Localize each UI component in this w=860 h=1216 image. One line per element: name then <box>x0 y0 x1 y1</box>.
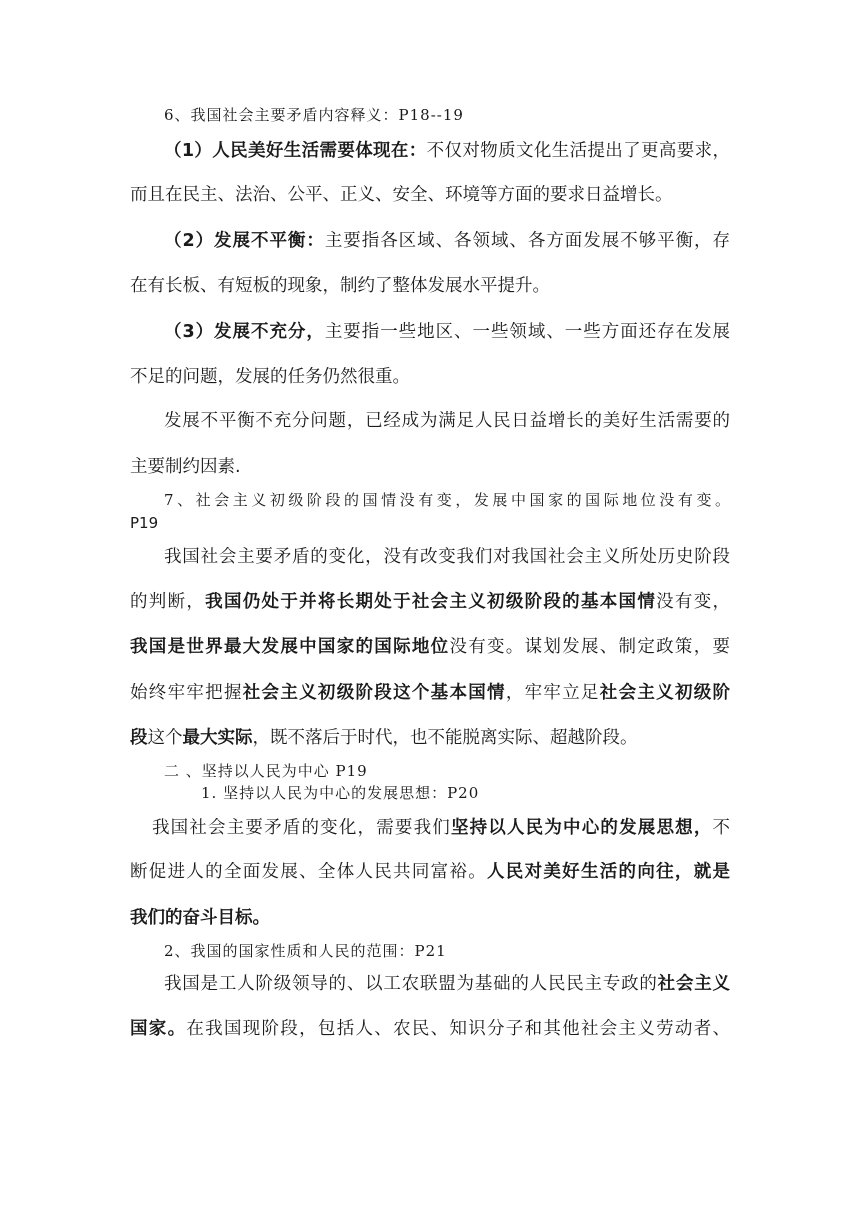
text-span: 这个 <box>147 728 183 748</box>
text-span: 不仅对物质文化生活提出了更高要求， <box>426 141 730 161</box>
s9-line-2 <box>130 1017 730 1041</box>
s8-line-2 <box>130 860 730 884</box>
s7-line-1: 我国社会主要矛盾的变化，没有改变我们对我国社会主义所处历史阶段 <box>164 547 730 567</box>
text-span: ，既不落后于时代，也不能脱离实际、超越阶段。 <box>252 728 638 748</box>
text-span: ，牢牢立足 <box>505 683 600 703</box>
term-country: 国家。 <box>130 1019 187 1039</box>
section-7-heading: 7、社会主义初级阶段的国情没有变，发展中国家的国际地位没有变。 <box>164 491 730 509</box>
term-goal: 我们的奋斗目标。 <box>130 908 270 928</box>
text-span: 没有变。谋划发展、制定政策，要 <box>449 637 731 657</box>
term-primary-stage: 社会主义初级阶 <box>599 683 731 703</box>
s8-line-3 <box>130 906 730 930</box>
s7-line-5 <box>130 726 730 750</box>
subsection-2-heading: 2、我国的国家性质和人民的范围：P21 <box>164 942 447 960</box>
text-span: 的判断， <box>130 592 206 612</box>
paragraph-4-line-1: 发展不平衡不充分问题，已经成为满足人民日益增长的美好生活需要的 <box>164 411 730 431</box>
term-socialist: 社会主义 <box>657 974 731 994</box>
paragraph-3-line-1 <box>164 320 730 344</box>
paragraph-1-line-2: 而且在民主、法治、公平、正义、安全、环境等方面的要求日益增长。 <box>130 185 673 205</box>
text-span: 断促进人的全面发展、全体人民共同富裕。 <box>130 862 488 882</box>
paragraph-2-line-2: 在有长板、有短板的现象，制约了整体发展水平提升。 <box>130 276 550 296</box>
section-6-heading: 6、我国社会主要矛盾内容释义：P18--19 <box>164 106 464 124</box>
section-2-heading: 二 、坚持以人民为中心 P19 <box>164 762 368 780</box>
paragraph-1-line-1 <box>164 139 730 163</box>
term-biggest-reality: 最大实际 <box>182 728 253 748</box>
term-people-needs: （1）人民美好生活需要体现在： <box>164 141 427 161</box>
text-span: 没有变， <box>656 592 731 612</box>
term-aspiration: 人民对美好生活的向往，就是 <box>487 862 730 882</box>
subsection-1-heading: 1. 坚持以人民为中心的发展思想：P20 <box>201 784 480 802</box>
term-stage: 段 <box>130 728 148 748</box>
s7-line-4 <box>130 681 730 705</box>
s7-line-2 <box>130 590 730 614</box>
paragraph-4-line-2: 主要制约因素. <box>130 457 241 477</box>
text-span: 始终牢牢把握 <box>130 683 243 703</box>
text-span: 不 <box>712 818 731 838</box>
paragraph-2-line-1 <box>164 229 730 253</box>
term-international-status: 我国是世界最大发展中国家的国际地位 <box>130 637 450 657</box>
text-span: 在我国现阶段，包括人、农民、知识分子和其他社会主义劳动者、 <box>186 1019 731 1039</box>
text-span: 我国社会主要矛盾的变化，需要我们 <box>152 818 451 838</box>
section-7-heading-page: P19 <box>130 514 159 532</box>
text-span: 主要指一些地区、一些领域、一些方面还存在发展 <box>324 322 730 342</box>
paragraph-3-line-2: 不足的问题，发展的任务仍然很重。 <box>130 367 410 387</box>
s9-line-1 <box>164 972 730 996</box>
s8-line-1 <box>152 816 730 840</box>
term-inadequate: （3）发展不充分， <box>164 322 325 342</box>
text-span: 我国是工人阶级领导的、以工农联盟为基础的人民民主专政的 <box>164 974 658 994</box>
text-span: 主要指各区域、各领域、各方面发展不够平衡，存 <box>324 231 730 251</box>
term-basic-national-condition: 社会主义初级阶段这个基本国情 <box>242 683 506 703</box>
term-unbalanced: （2）发展不平衡： <box>164 231 325 251</box>
term-people-centered: 坚持以人民为中心的发展思想， <box>450 818 713 838</box>
term-basic-condition: 我国仍处于并将长期处于社会主义初级阶段的基本国情 <box>205 592 657 612</box>
s7-line-3 <box>130 635 730 659</box>
